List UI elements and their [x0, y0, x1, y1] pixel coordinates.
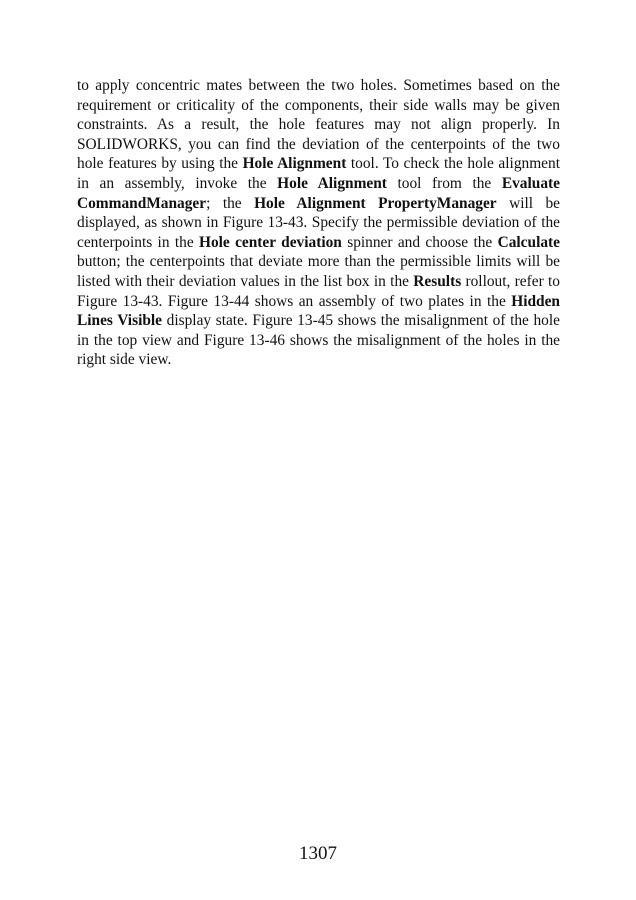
- text-run: button; the centerpoints that deviate more than the permissible limits will be listed with their deviation values in the list box in the: [77, 253, 560, 290]
- bold-term: Hole Alignment: [277, 174, 387, 192]
- text-run: ; the: [206, 194, 255, 212]
- bold-term: Calculate: [497, 233, 560, 251]
- bold-term: Hole Alignment PropertyManager: [254, 194, 497, 212]
- page-number: 1307: [299, 843, 337, 864]
- text-run: spinner and choose the: [341, 233, 498, 251]
- bold-term: Hole Alignment: [242, 155, 347, 173]
- text-run: display state. Figure 13-45 shows the misalignment of the hole in the top view and Figure 13-46 shows the misalignment of the holes in the right side view.: [77, 312, 560, 369]
- text-run: rollout, refer to Figure 13-43. Figure 13-44 shows an assembly of two plates in the: [77, 272, 560, 310]
- text-run: tool from the: [386, 174, 502, 192]
- text-run: to apply concentric mates between the two holes. Sometimes based on the requirement or criticality of the components, their side walls may be given constraints. As a result, the hole features may not align properly. In SOLIDWORKS, you can find the deviation of the centerpoints of the two hole features by using the: [77, 77, 560, 173]
- text-run: will be displayed, as shown in Figure 13-43. Specify the permissible deviation of the centerpoints in the: [77, 194, 560, 251]
- bold-term: Evaluate CommandManager: [77, 174, 560, 212]
- bold-term: Hole center deviation: [198, 233, 342, 251]
- text-run: tool. To check the hole alignment in an assembly, invoke the: [77, 155, 560, 192]
- bold-term: Results: [413, 272, 462, 290]
- bold-term: Hidden Lines Visible: [77, 292, 560, 330]
- body-paragraph: [77, 76, 560, 370]
